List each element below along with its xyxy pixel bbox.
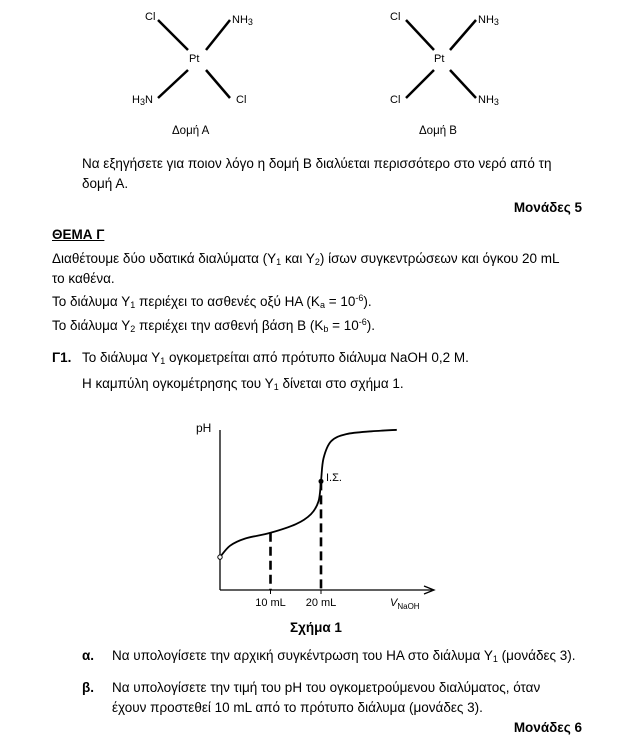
g1-line-2: Η καμπύλη ογκομέτρησης του $\Upsilon_1$ δίνεται στο σχήμα 1. [82, 376, 404, 392]
struct-a-h3n: $H_3N$ [132, 94, 153, 107]
question-line-2: δομή Α. [82, 176, 129, 191]
y-axis-label: pH [196, 421, 212, 435]
struct-b-caption: Δομή Β [419, 125, 457, 137]
start-point [218, 555, 222, 559]
solution-1-line: Το διάλυμα $\Upsilon_1$ περιέχει το ασθενές οξύ ΗΑ $(K_a = 10^{-6})$. [52, 293, 372, 310]
struct-b-cl-top: Cl [390, 11, 401, 23]
titration-curve [220, 430, 397, 557]
subquestion-b-label: β. [82, 680, 94, 695]
subquestion-a-text: Να υπολογίσετε την αρχική συγκέντρωση του ΗΑ στο διάλυμα $\Upsilon_1$ (μονάδες 3). [112, 648, 576, 664]
subquestion-a-label: α. [82, 648, 95, 663]
titration-chart [180, 410, 450, 615]
struct-b-nh3-bottom: $NH_3$ [478, 94, 499, 107]
struct-a-pt: Pt [189, 53, 200, 65]
points-6: Μονάδες 6 [513, 720, 582, 735]
theme-c-title: ΘΕΜΑ Γ [52, 227, 105, 242]
solution-2-line: Το διάλυμα $\Upsilon_2$ περιέχει την ασθενή βάση Β $(K_b = 10^{-6})$. [52, 317, 376, 334]
x-tick-label-1: 10 mL [255, 597, 286, 609]
struct-b-nh3-top: $NH_3$ [478, 14, 499, 27]
subquestion-b-line-1: Να υπολογίσετε την τιμή του pH του ογκομετρούμενου διαλύματος, όταν [112, 680, 541, 695]
structure-b-bonds [378, 8, 528, 113]
x-axis-label: $V_{NaOH}$ [390, 597, 420, 611]
equivalence-label: Ι.Σ. [326, 472, 342, 484]
figure-caption: Σχήμα 1 [290, 620, 342, 635]
points-5: Μονάδες 5 [513, 200, 582, 215]
struct-a-nh3: $NH_3$ [232, 14, 253, 27]
g1-label: Γ1. [52, 350, 72, 365]
theme-c-intro-1: Διαθέτουμε δύο υδατικά διαλύματα ($\Upsilon_1$ και $\Upsilon_2$) ίσων συγκεντρώσεων και όγκου 20 mL [52, 251, 560, 267]
g1-line-1: Το διάλυμα $\Upsilon_1$ ογκομετρείται από πρότυπο διάλυμα NaOH 0,2 M. [82, 350, 469, 366]
x-tick-label-2: 20 mL [305, 597, 337, 609]
struct-b-cl-bottom: Cl [390, 94, 401, 106]
theme-c-intro-2: το καθένα. [52, 271, 115, 286]
subquestion-b-line-2: έχουν προστεθεί 10 mL από το πρότυπο διάλυμα (μονάδες 3). [112, 700, 483, 715]
struct-a-caption: Δομή Α [172, 125, 210, 137]
struct-a-cl-top: Cl [145, 11, 156, 23]
question-line-1: Να εξηγήσετε για ποιον λόγο η δομή Β διαλύεται περισσότερο στο νερό από τη [82, 156, 552, 171]
equivalence-point [319, 479, 324, 484]
struct-b-pt: Pt [434, 53, 445, 65]
struct-a-cl-bottom: Cl [236, 94, 247, 106]
